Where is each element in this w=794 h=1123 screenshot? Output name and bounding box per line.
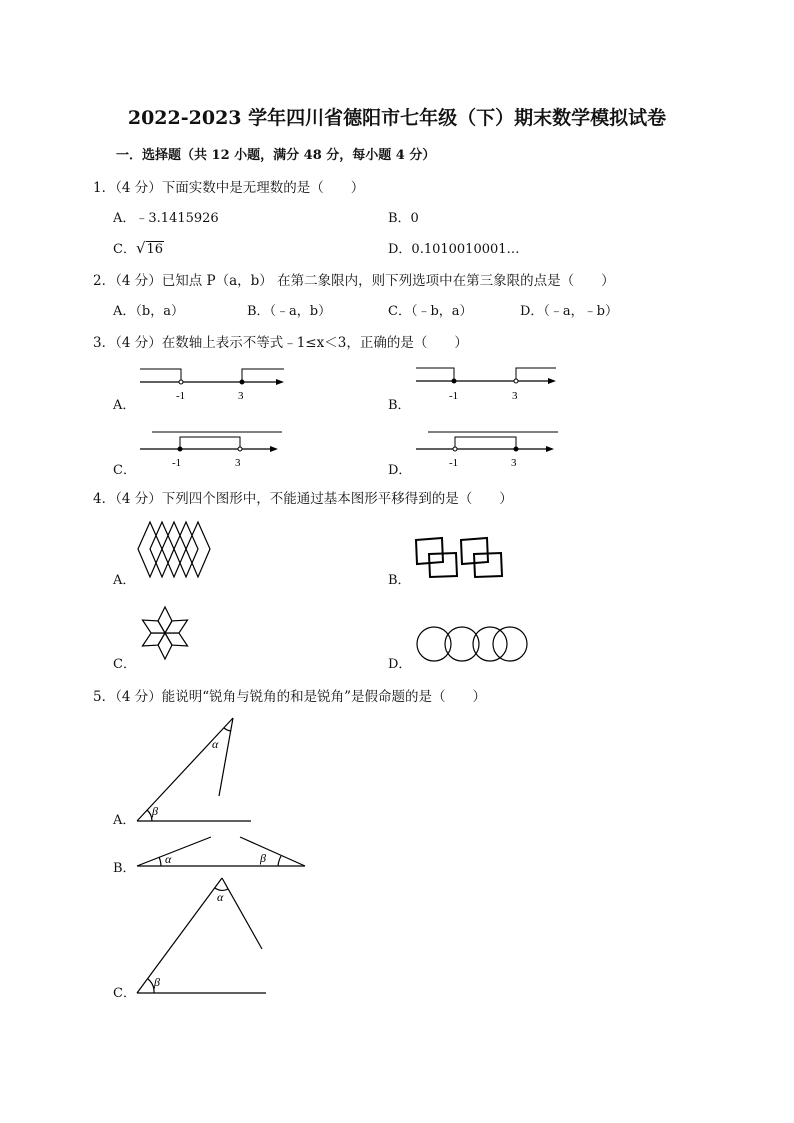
q1-option-a: A．﹣3.1415926 [113, 211, 219, 226]
q3-option-b-label: B． [388, 398, 411, 413]
tick-label: -1 [449, 390, 459, 402]
tick-label: 3 [511, 457, 517, 469]
tick-label: 3 [512, 390, 518, 402]
q4-figure-c-star [138, 604, 193, 664]
section-heading: 一．选择题（共 12 小题，满分 48 分，每小题 4 分） [116, 148, 436, 163]
page-title: 2022-2023 学年四川省德阳市七年级（下）期末数学模拟试卷 [127, 107, 667, 129]
tick-label: -1 [172, 457, 182, 469]
beta-label: β [154, 975, 160, 989]
q3-number-line-b [414, 362, 564, 402]
question-1-stem: 1．（4 分）下面实数中是无理数的是（ ） [93, 180, 365, 196]
q3-option-d-label: D． [388, 463, 412, 478]
q3-number-line-d [414, 424, 564, 468]
tick-label: 3 [235, 457, 241, 469]
alpha-label: α [165, 852, 172, 866]
tick-label: -1 [176, 390, 186, 402]
sqrt-icon: √ [135, 239, 146, 257]
q5-figure-a-angles [130, 712, 260, 827]
q5-figure-b-angles [130, 832, 315, 872]
q4-option-c-label: C． [113, 657, 136, 672]
q4-figure-a-diamonds [138, 521, 213, 581]
q4-figure-d-circles [414, 624, 534, 666]
q1-option-b: B．0 [388, 211, 419, 226]
q2-option-d: D．（﹣a，﹣b） [520, 304, 618, 319]
q3-number-line-c [138, 424, 288, 468]
q1-option-d: D．0.1010010001… [388, 242, 520, 257]
question-5-stem: 5．（4 分）能说明“锐角与锐角的和是锐角”是假命题的是（ ） [93, 689, 487, 705]
q4-option-b-label: B． [388, 573, 411, 588]
q1-option-c-label: C． [113, 242, 136, 257]
q1-option-c [113, 238, 164, 257]
q5-option-a-label: A． [113, 813, 136, 828]
q5-option-c-label: C． [113, 986, 136, 1001]
beta-label: β [152, 804, 158, 818]
beta-label: β [260, 851, 266, 865]
q3-number-line-a [138, 364, 288, 404]
q3-option-a-label: A． [113, 398, 136, 413]
question-4-stem: 4．（4 分）下列四个图形中，不能通过基本图形平移得到的是（ ） [93, 491, 513, 507]
question-3-stem: 3．（4 分）在数轴上表示不等式﹣1≤x＜3，正确的是（ ） [93, 335, 468, 351]
question-2-stem: 2．（4 分）已知点 P（a，b） 在第二象限内，则下列选项中在第三象限的点是（ ） [93, 273, 615, 289]
q4-option-d-label: D． [388, 657, 412, 672]
tick-label: -1 [449, 457, 459, 469]
q1-radicand: 16 [146, 242, 164, 257]
q5-option-b-label: B． [113, 861, 136, 876]
q4-option-a-label: A． [113, 573, 136, 588]
alpha-label: α [217, 890, 224, 904]
q5-figure-c-angles [130, 872, 275, 1000]
tick-label: 3 [238, 390, 244, 402]
q4-figure-b-squares [414, 536, 509, 581]
q3-option-c-label: C． [113, 463, 136, 478]
q2-option-a: A．（b，a） [113, 304, 184, 319]
q2-option-b: B．（﹣a，b） [247, 304, 332, 319]
q2-option-c: C．（﹣b，a） [388, 304, 473, 319]
alpha-label: α [212, 737, 219, 751]
